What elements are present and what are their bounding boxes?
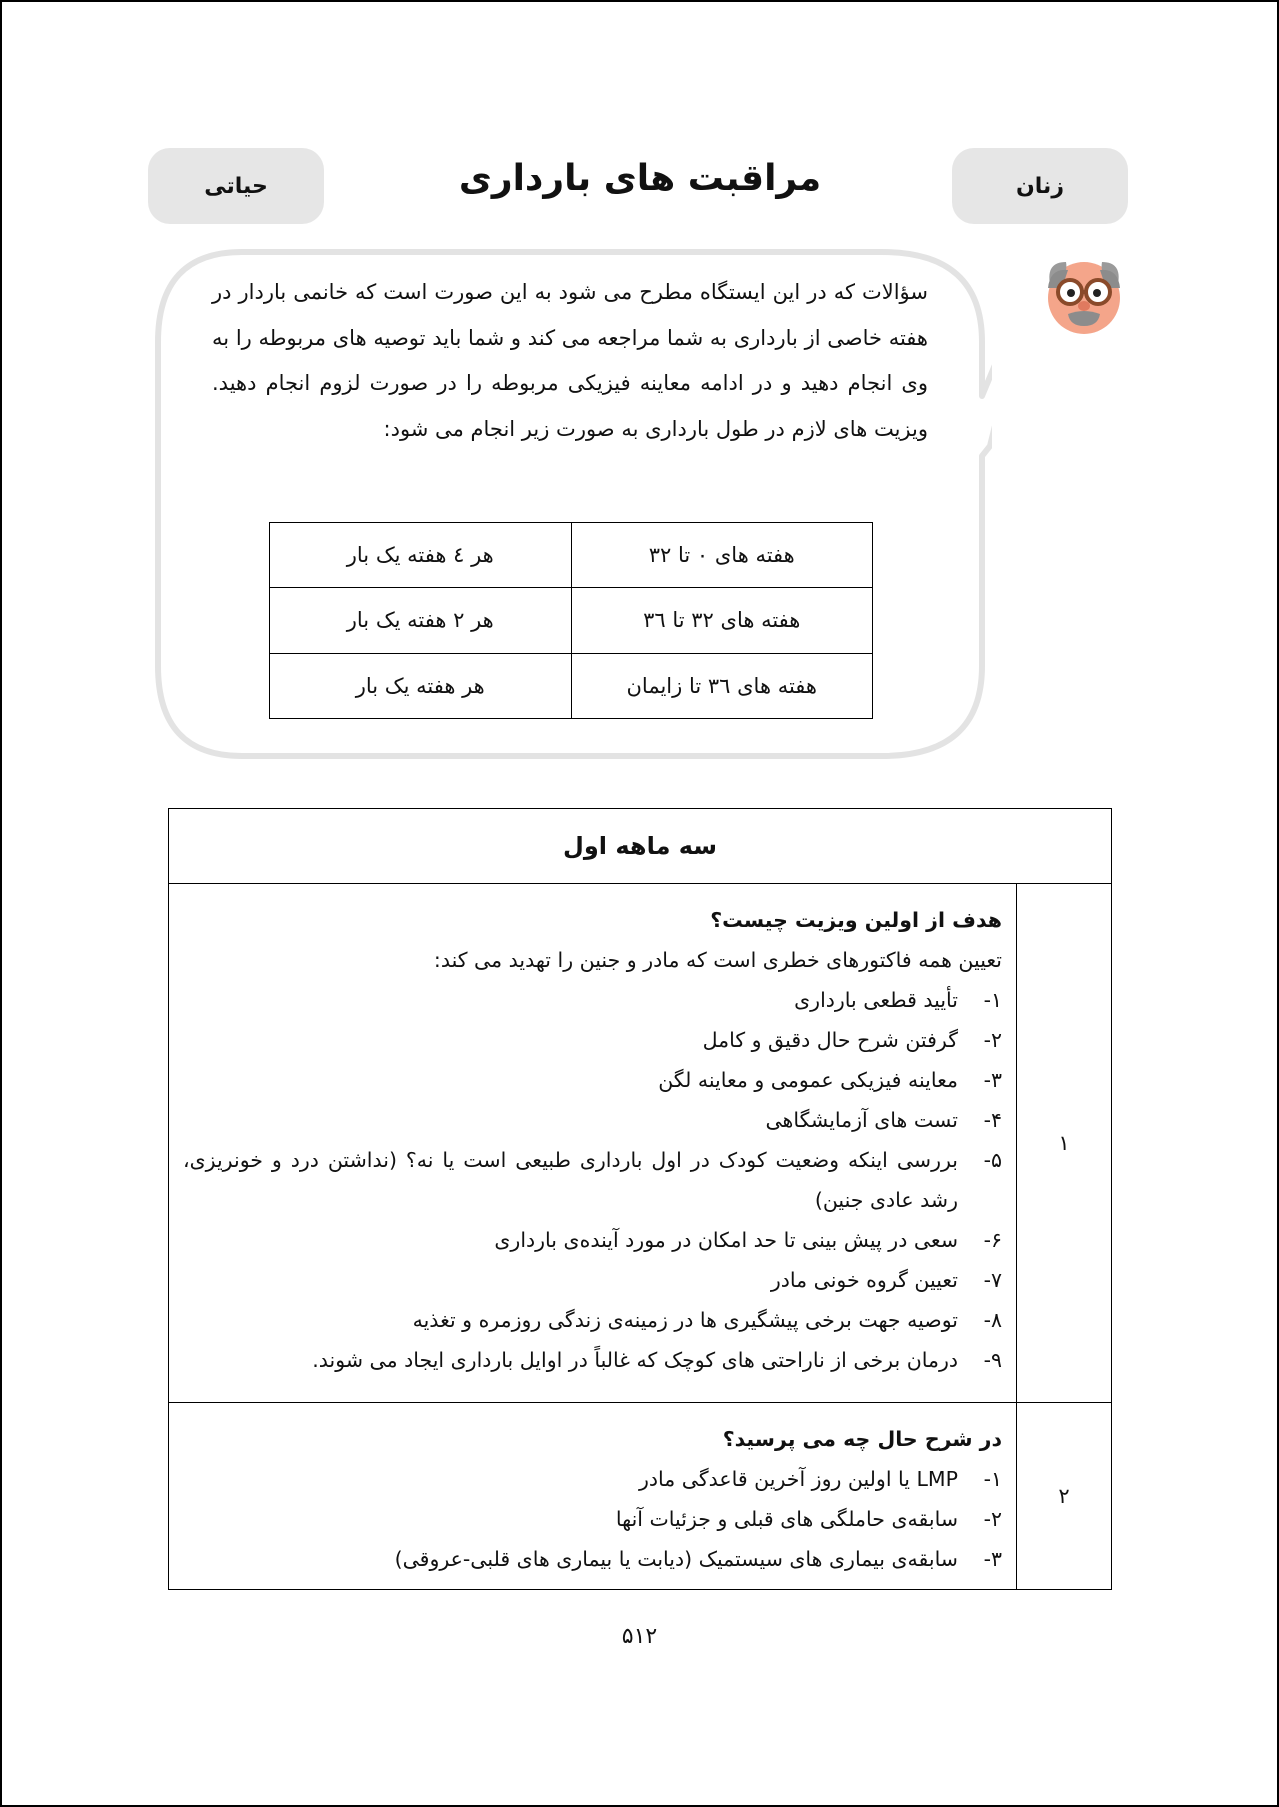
list-marker: ۴- bbox=[983, 1108, 1002, 1132]
list-marker: ۱- bbox=[983, 1467, 1002, 1491]
table-row bbox=[270, 523, 873, 588]
list-item bbox=[183, 1100, 1002, 1140]
frequency-cell: هر ۲ هفته یک بار bbox=[270, 588, 572, 653]
list-marker: ۶- bbox=[983, 1228, 1002, 1252]
list-item bbox=[183, 1260, 1002, 1300]
list-marker: ۳- bbox=[983, 1547, 1002, 1571]
frequency-cell: هر ٤ هفته یک بار bbox=[270, 523, 572, 588]
list-marker: ۷- bbox=[983, 1268, 1002, 1292]
row-lead: تعیین همه فاکتورهای خطری است که مادر و جنین را تهدید می کند: bbox=[433, 948, 1002, 972]
list-text: توصیه جهت برخی پیشگیری ها در زمینه‌ی زندگی روزمره و تغذیه bbox=[412, 1308, 958, 1332]
table-row bbox=[270, 588, 873, 653]
row-number: ۲ bbox=[1016, 1403, 1111, 1589]
list-item bbox=[183, 1340, 1002, 1380]
list-marker: ۳- bbox=[983, 1068, 1002, 1092]
category-badge-women: زنان bbox=[952, 148, 1128, 224]
list-item bbox=[183, 1459, 1002, 1499]
table-row bbox=[270, 653, 873, 718]
list-item bbox=[183, 1060, 1002, 1100]
list-item bbox=[183, 1499, 1002, 1539]
list-text: درمان برخی از ناراحتی های کوچک که غالباً در اوایل بارداری ایجاد می شوند. bbox=[312, 1348, 958, 1372]
page-title: مراقبت های بارداری bbox=[458, 158, 822, 199]
list-marker: ۵- bbox=[983, 1148, 1002, 1172]
list-item bbox=[183, 1220, 1002, 1260]
table-row bbox=[169, 1403, 1111, 1589]
list-text: سابقه‌ی حاملگی های قبلی و جزئیات آنها bbox=[615, 1507, 958, 1531]
list-text: تست های آزمایشگاهی bbox=[765, 1108, 958, 1132]
list-item bbox=[183, 980, 1002, 1020]
visit-schedule-table bbox=[269, 522, 873, 719]
weeks-cell: هفته های ۳٦ تا زایمان bbox=[571, 653, 873, 718]
weeks-cell: هفته های ۰ تا ۳۲ bbox=[571, 523, 873, 588]
list-text: تأیید قطعی بارداری bbox=[794, 988, 958, 1012]
first-trimester-table bbox=[168, 808, 1112, 1590]
list-item bbox=[183, 1020, 1002, 1060]
list-marker: ۱- bbox=[983, 988, 1002, 1012]
list-text: معاینه فیزیکی عمومی و معاینه لگن bbox=[658, 1068, 958, 1092]
category-badge-vital: حیاتی bbox=[148, 148, 324, 224]
list-item bbox=[183, 1539, 1002, 1579]
list-marker: ۸- bbox=[983, 1308, 1002, 1332]
list-text: تعیین گروه خونی مادر bbox=[770, 1268, 958, 1292]
weeks-cell: هفته های ۳۲ تا ۳٦ bbox=[571, 588, 873, 653]
list-item bbox=[183, 1300, 1002, 1340]
list-text: سابقه‌ی بیماری های سیستمیک (دیابت یا بیماری های قلبی-عروقی) bbox=[394, 1547, 958, 1571]
list-text: بررسی اینکه وضعیت کودک در اول بارداری طبیعی است یا نه؟ (نداشتن درد و خونریزی، رشد عادی جنین) bbox=[183, 1148, 958, 1212]
list-marker: ۲- bbox=[983, 1507, 1002, 1531]
row-content bbox=[169, 884, 1016, 1402]
frequency-cell: هر هفته یک بار bbox=[270, 653, 572, 718]
list-marker: ۲- bbox=[983, 1028, 1002, 1052]
list-text: گرفتن شرح حال دقیق و کامل bbox=[702, 1028, 958, 1052]
row-content bbox=[169, 1403, 1016, 1589]
list-text: سعی در پیش بینی تا حد امکان در مورد آینده‌ی بارداری bbox=[494, 1228, 958, 1252]
row-question: هدف از اولین ویزیت چیست؟ bbox=[710, 908, 1002, 932]
list-item bbox=[183, 1140, 1002, 1220]
table-row bbox=[169, 884, 1111, 1403]
page-number: ۵۱۲ bbox=[621, 1624, 658, 1649]
intro-paragraph: سؤالات که در این ایستگاه مطرح می شود به این صورت است که خانمی باردار در هفته خاصی از بارداری به شما مراجعه می کند و شما باید توصیه های مربوطه را به وی انجام دهید و در ادامه معاینه فیزیکی مربوطه را در صورت لزوم انجام دهید. ویزیت های لازم در طول بارداری به صورت زیر انجام می شود: bbox=[212, 280, 928, 441]
row-question: در شرح حال چه می پرسید؟ bbox=[722, 1427, 1002, 1451]
professor-avatar-icon bbox=[1038, 248, 1130, 340]
row-number: ۱ bbox=[1016, 884, 1111, 1402]
list-marker: ۹- bbox=[983, 1348, 1002, 1372]
table-header: سه ماهه اول bbox=[169, 809, 1111, 884]
list-text: LMP یا اولین روز آخرین قاعدگی مادر bbox=[639, 1467, 958, 1491]
